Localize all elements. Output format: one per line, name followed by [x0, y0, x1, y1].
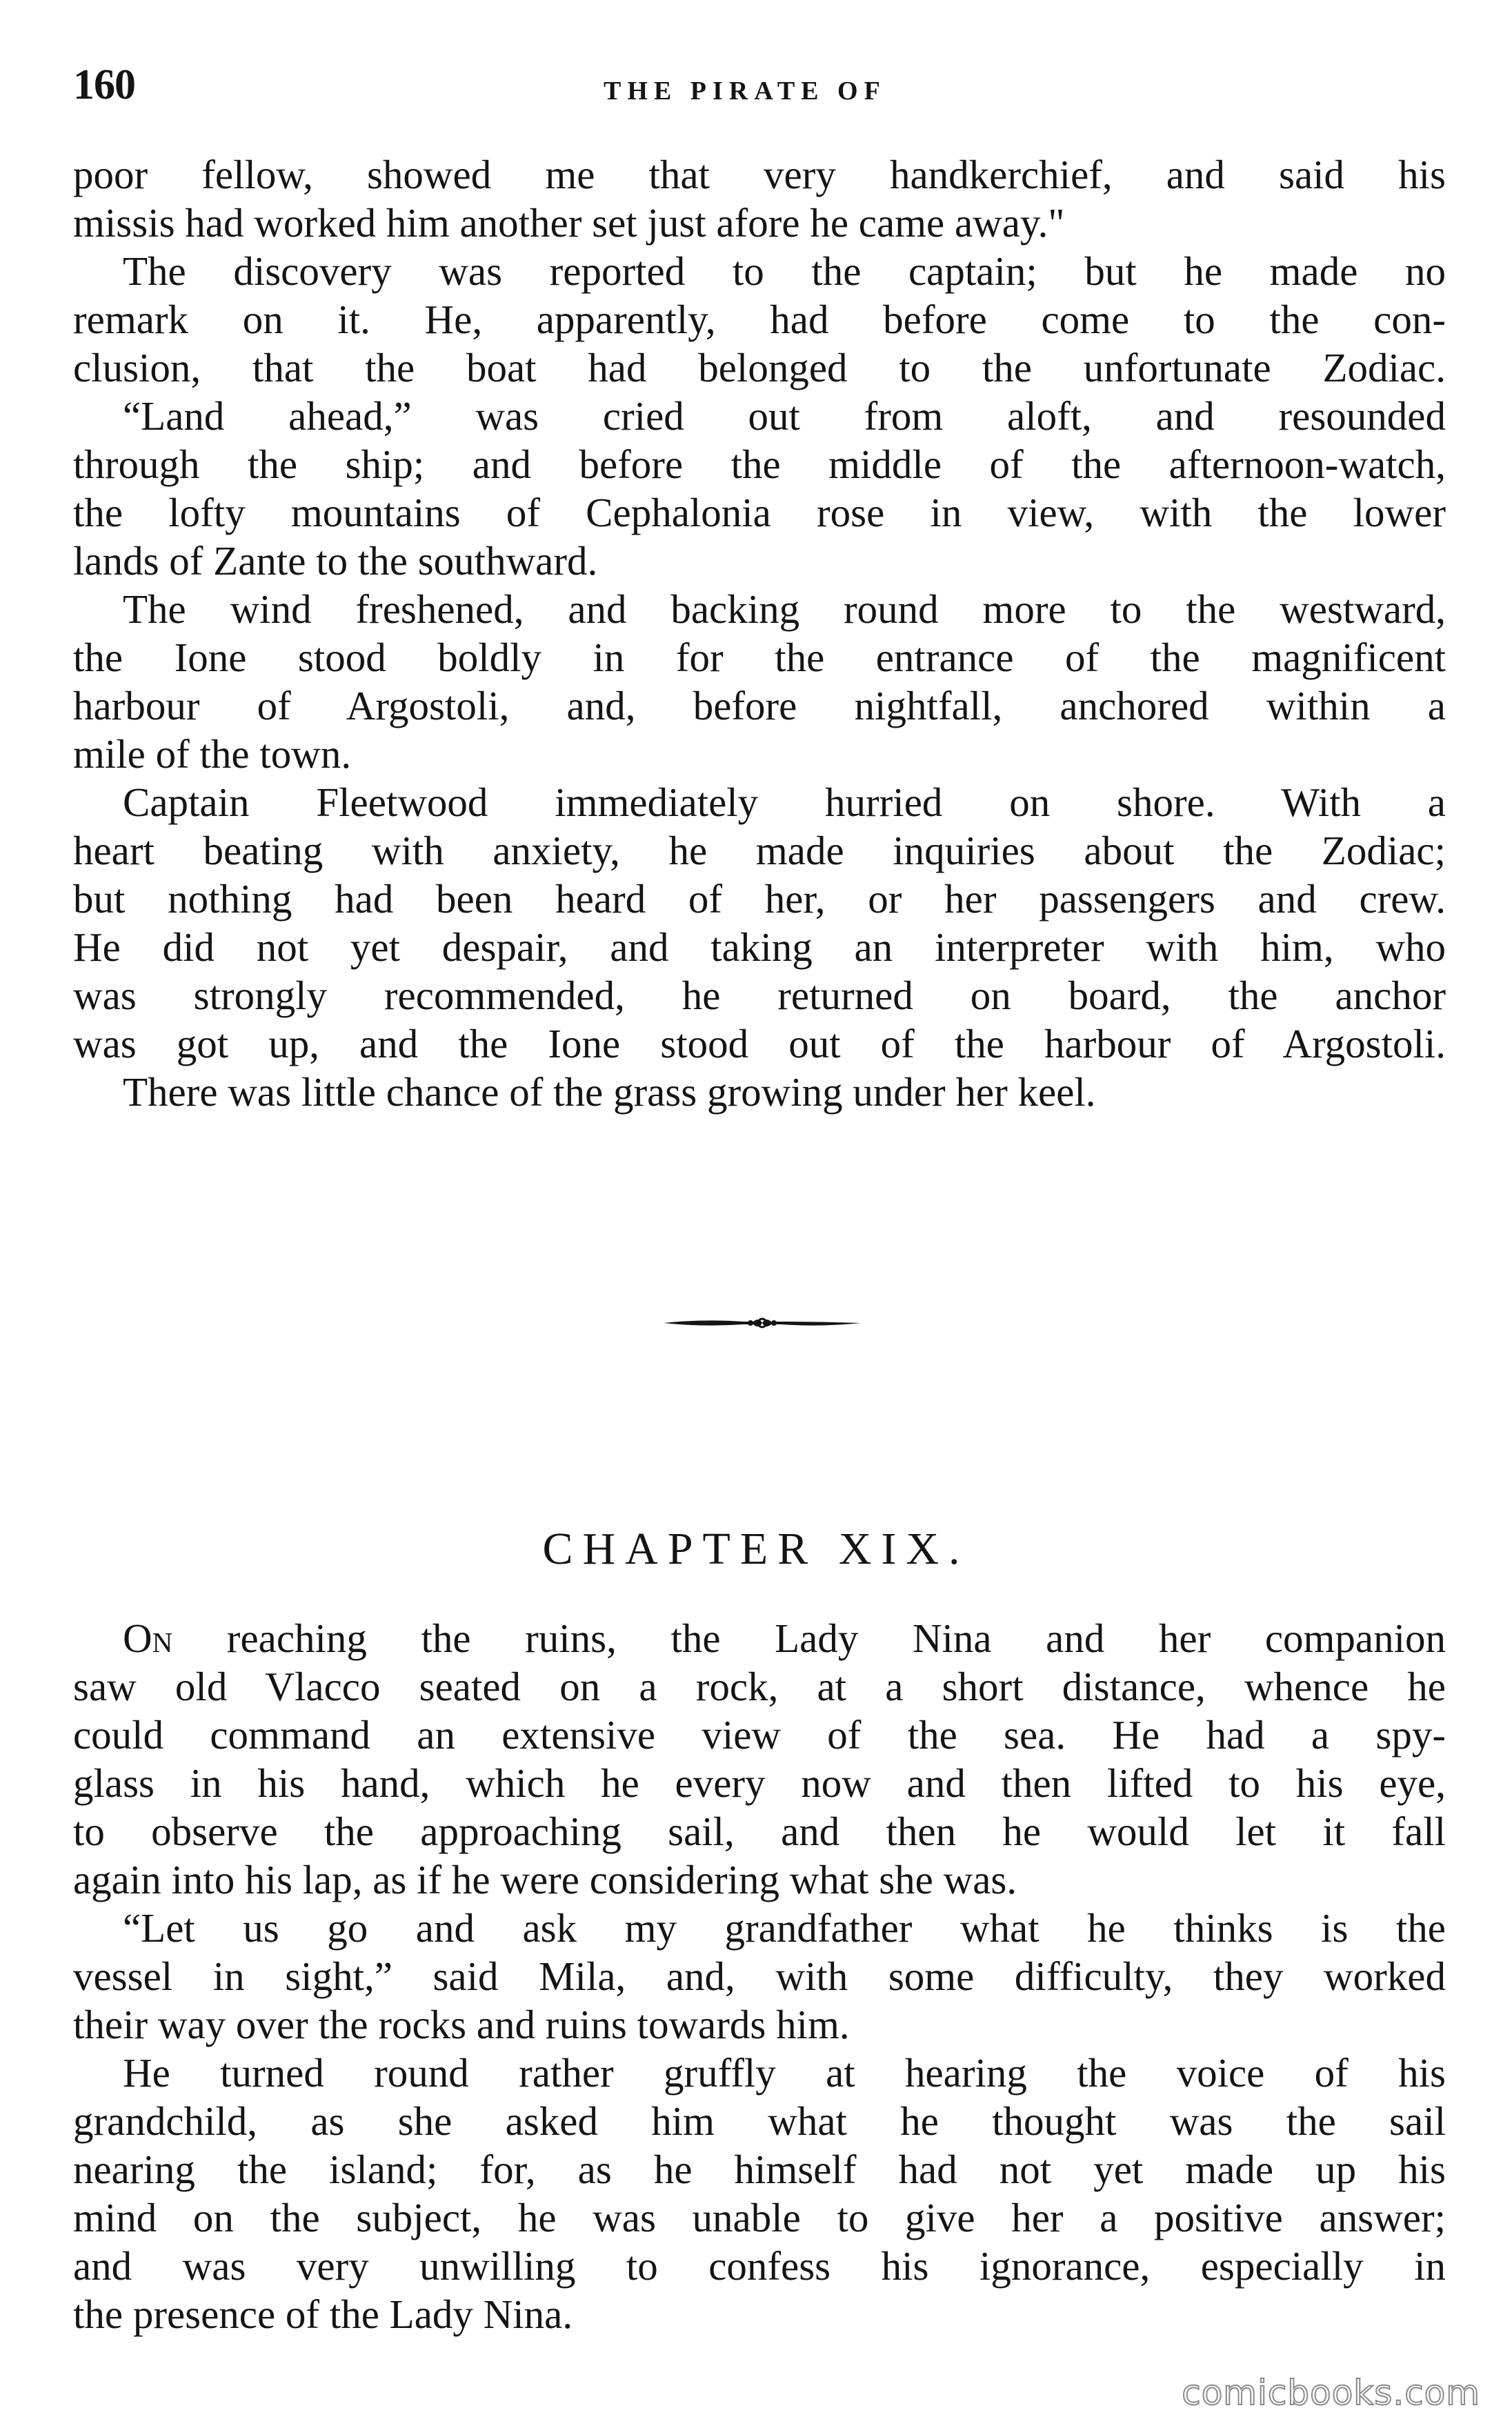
text-line: nearing the island; for, as he himself had not yet made up his	[73, 2147, 1446, 2192]
text-line: “Let us go and ask my grandfather what he thinks is the	[123, 1905, 1446, 1951]
text-line: clusion, that the boat had belonged to the unfortunate Zodiac.	[73, 345, 1446, 390]
section-divider-ornament	[662, 1309, 862, 1337]
chapter-heading: CHAPTER XIX.	[542, 1524, 970, 1574]
text-line: but nothing had been heard of her, or her passengers and crew.	[73, 876, 1446, 922]
text-line: He turned round rather gruffly at hearing the voice of his	[123, 2050, 1446, 2096]
text-line: vessel in sight,” said Mila, and, with some difficulty, they worked	[73, 1953, 1446, 1999]
text-line: mile of the town.	[73, 731, 352, 777]
text-line: could command an extensive view of the sea. He had a spy-	[73, 1712, 1446, 1758]
text-line: heart beating with anxiety, he made inquiries about the Zodiac;	[73, 828, 1446, 873]
text-line: was strongly recommended, he returned on board, the anchor	[73, 973, 1446, 1018]
text-line: their way over the rocks and ruins towards him.	[73, 2002, 850, 2047]
text-line: lands of Zante to the southward.	[73, 538, 598, 584]
text-line: remark on it. He, apparently, had before come to the con-	[73, 297, 1446, 342]
text-line: and was very unwilling to confess his ignorance, especially in	[73, 2243, 1446, 2289]
text-line: “Land ahead,” was cried out from aloft, and resounded	[123, 393, 1446, 439]
text-line: through the ship; and before the middle of the afternoon-watch,	[73, 441, 1446, 487]
text-line: There was little chance of the grass growing under her keel.	[123, 1069, 1096, 1115]
text-line: He did not yet despair, and taking an interpreter with him, who	[73, 924, 1446, 970]
text-line: glass in his hand, which he every now and then lifted to his eye,	[73, 1760, 1446, 1806]
text-line: The wind freshened, and backing round more to the westward,	[123, 586, 1446, 632]
chapter-text	[73, 1614, 1446, 2338]
text-line: the Ione stood boldly in for the entrance of the magnificent	[73, 635, 1446, 680]
text-line: Captain Fleetwood immediately hurried on shore. With a	[123, 779, 1446, 825]
text-line: was got up, and the Ione stood out of the harbour of Argostoli.	[73, 1021, 1446, 1066]
running-head: THE PIRATE OF	[604, 77, 886, 106]
text-line: again into his lap, as if he were considering what she was.	[73, 1857, 1017, 1902]
text-line: The discovery was reported to the captain; but he made no	[123, 248, 1446, 294]
text-line: the lofty mountains of Cephalonia rose in view, with the lower	[73, 490, 1446, 535]
text-line: mind on the subject, he was unable to give her a positive answer;	[73, 2195, 1446, 2240]
text-line: poor fellow, showed me that very handkerchief, and said his	[73, 152, 1446, 197]
chapter-opening-word: On	[123, 1615, 173, 1661]
watermark-logo: comicbooks.com	[1182, 2373, 1480, 2413]
text-line: harbour of Argostoli, and, before nightfall, anchored within a	[73, 683, 1446, 728]
text-line: grandchild, as she asked him what he thought was the sail	[73, 2098, 1446, 2144]
text-line: missis had worked him another set just afore he came away."	[73, 200, 1065, 246]
page-number: 160	[73, 61, 135, 108]
text-line	[73, 1614, 1446, 1662]
text-line: the presence of the Lady Nina.	[73, 2291, 573, 2337]
text-line-rest: reaching the ruins, the Lady Nina and her companion	[172, 1615, 1446, 1661]
text-line: saw old Vlacco seated on a rock, at a short distance, whence he	[73, 1664, 1446, 1709]
text-line: to observe the approaching sail, and then he would let it fall	[73, 1809, 1446, 1854]
previous-chapter-text	[73, 150, 1446, 1116]
